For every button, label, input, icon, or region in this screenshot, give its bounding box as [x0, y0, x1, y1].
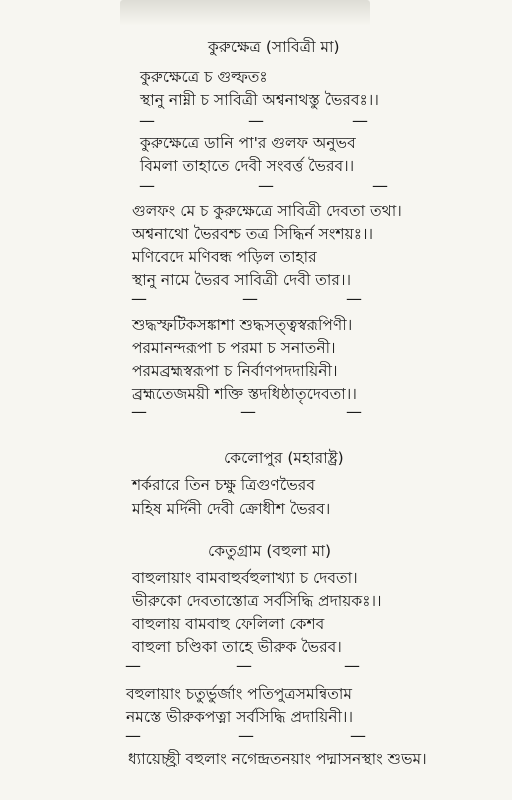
separator-dash: —	[350, 726, 366, 745]
separator-dash: —	[344, 656, 360, 675]
separator-dash: —	[139, 111, 155, 130]
separator-dash: —	[131, 402, 147, 421]
verse-line: কুরুক্ষেত্রে ডানি পা'র গুলফ অনুভব	[140, 134, 356, 152]
separator-dash: —	[258, 176, 274, 195]
verse-line: ধ্যায়েচ্ছ্রী বহুলাং নগেন্দ্রতনয়াং পদ্মাসনস্থাং শুভম।	[128, 750, 427, 768]
separator-dash: —	[352, 111, 368, 130]
verse-line: স্থানু নাম্নী চ সাবিত্রী অশ্বনাথস্তু ভৈরবঃ।।	[140, 91, 379, 109]
verse-line: কুরুক্ষেত্রে চ গুল্ফতঃ	[140, 68, 268, 86]
separator-row	[0, 726, 512, 746]
verse-line: পরমব্রহ্মস্বরূপা চ নির্বাণপদদায়িনী।	[132, 362, 338, 380]
verse-line: বহুলায়াং চতুর্ভুর্জাং পতিপুত্রসমন্বিতাম	[126, 685, 353, 703]
verse-line: অশ্বনাথো ভৈরবশ্চ তত্র সিদ্ধির্ন সংশয়ঃ।।	[132, 225, 374, 243]
separator-dash: —	[125, 726, 141, 745]
verse-line: নমস্তে ভীরুকপত্না সর্বসিদ্ধি প্রদায়িনী।।	[126, 708, 354, 726]
verse-line: ভীরুকো দেবতাস্তোত্র সর্বসিদ্ধি প্রদায়কঃ।।	[132, 592, 382, 610]
verse-line: শর্করারে তিন চক্ষু ত্রিগুণভৈরব	[132, 476, 315, 494]
verse-line: বিমলা তাহাতে দেবী সংবর্ত্ত ভৈরব।।	[140, 157, 355, 175]
separator-dash: —	[236, 656, 252, 675]
verse-line: মহিষ মর্দিনী দেবী ক্রোধীশ ভৈরব।	[132, 500, 331, 518]
separator-dash: —	[125, 656, 141, 675]
verse-line: শুদ্ধস্ফটিকসঙ্কাশা শুদ্ধসত্ত্বস্বরূপিণী।	[132, 316, 353, 334]
separator-row	[0, 402, 512, 422]
separator-dash: —	[240, 402, 256, 421]
separator-dash: —	[346, 289, 362, 308]
section-title-kurukshetra: কুরুক্ষেত্র (সাবিত্রী মা)	[208, 38, 340, 56]
separator-dash: —	[248, 111, 264, 130]
verse-line: মণিবেদে মণিবন্ধ পড়িল তাহার	[132, 248, 317, 266]
verse-line: গুলফং মে চ কুরুক্ষেত্রে সাবিত্রী দেবতা তথা।	[132, 202, 402, 220]
separator-dash: —	[139, 176, 155, 195]
verse-line: বাহুলায়াং বামবাহুর্বহুলাখ্যা চ দেবতা।	[132, 569, 358, 587]
separator-dash: —	[242, 289, 258, 308]
verse-line: স্থানু নামে ভৈরব সাবিত্রী দেবী তার।।	[132, 271, 352, 289]
separator-row	[0, 176, 512, 196]
verse-line: বাহুলা চণ্ডিকা তাহে ভীরুক ভৈরব।	[132, 638, 342, 656]
section-title-ketugram: কেতুগ্রাম (বহুলা মা)	[208, 542, 332, 560]
separator-row	[0, 289, 512, 309]
verse-line: পরমানন্দরূপা চ পরমা চ সনাতনী।	[132, 339, 336, 357]
separator-row	[0, 111, 512, 131]
verse-line: বাহুলায় বামবাহু ফেলিলা কেশব	[132, 615, 325, 633]
separator-row	[0, 656, 512, 676]
verse-line: ব্রহ্মতেজময়ী শক্তি স্তদধিষ্ঠাতৃদেবতা।।	[132, 385, 357, 403]
separator-dash: —	[372, 176, 388, 195]
top-faint-bleedthrough	[120, 0, 370, 26]
section-title-kelopur: কেলোপুর (মহারাষ্ট্র)	[224, 449, 344, 467]
separator-dash: —	[346, 402, 362, 421]
separator-dash: —	[238, 726, 254, 745]
separator-dash: —	[131, 289, 147, 308]
